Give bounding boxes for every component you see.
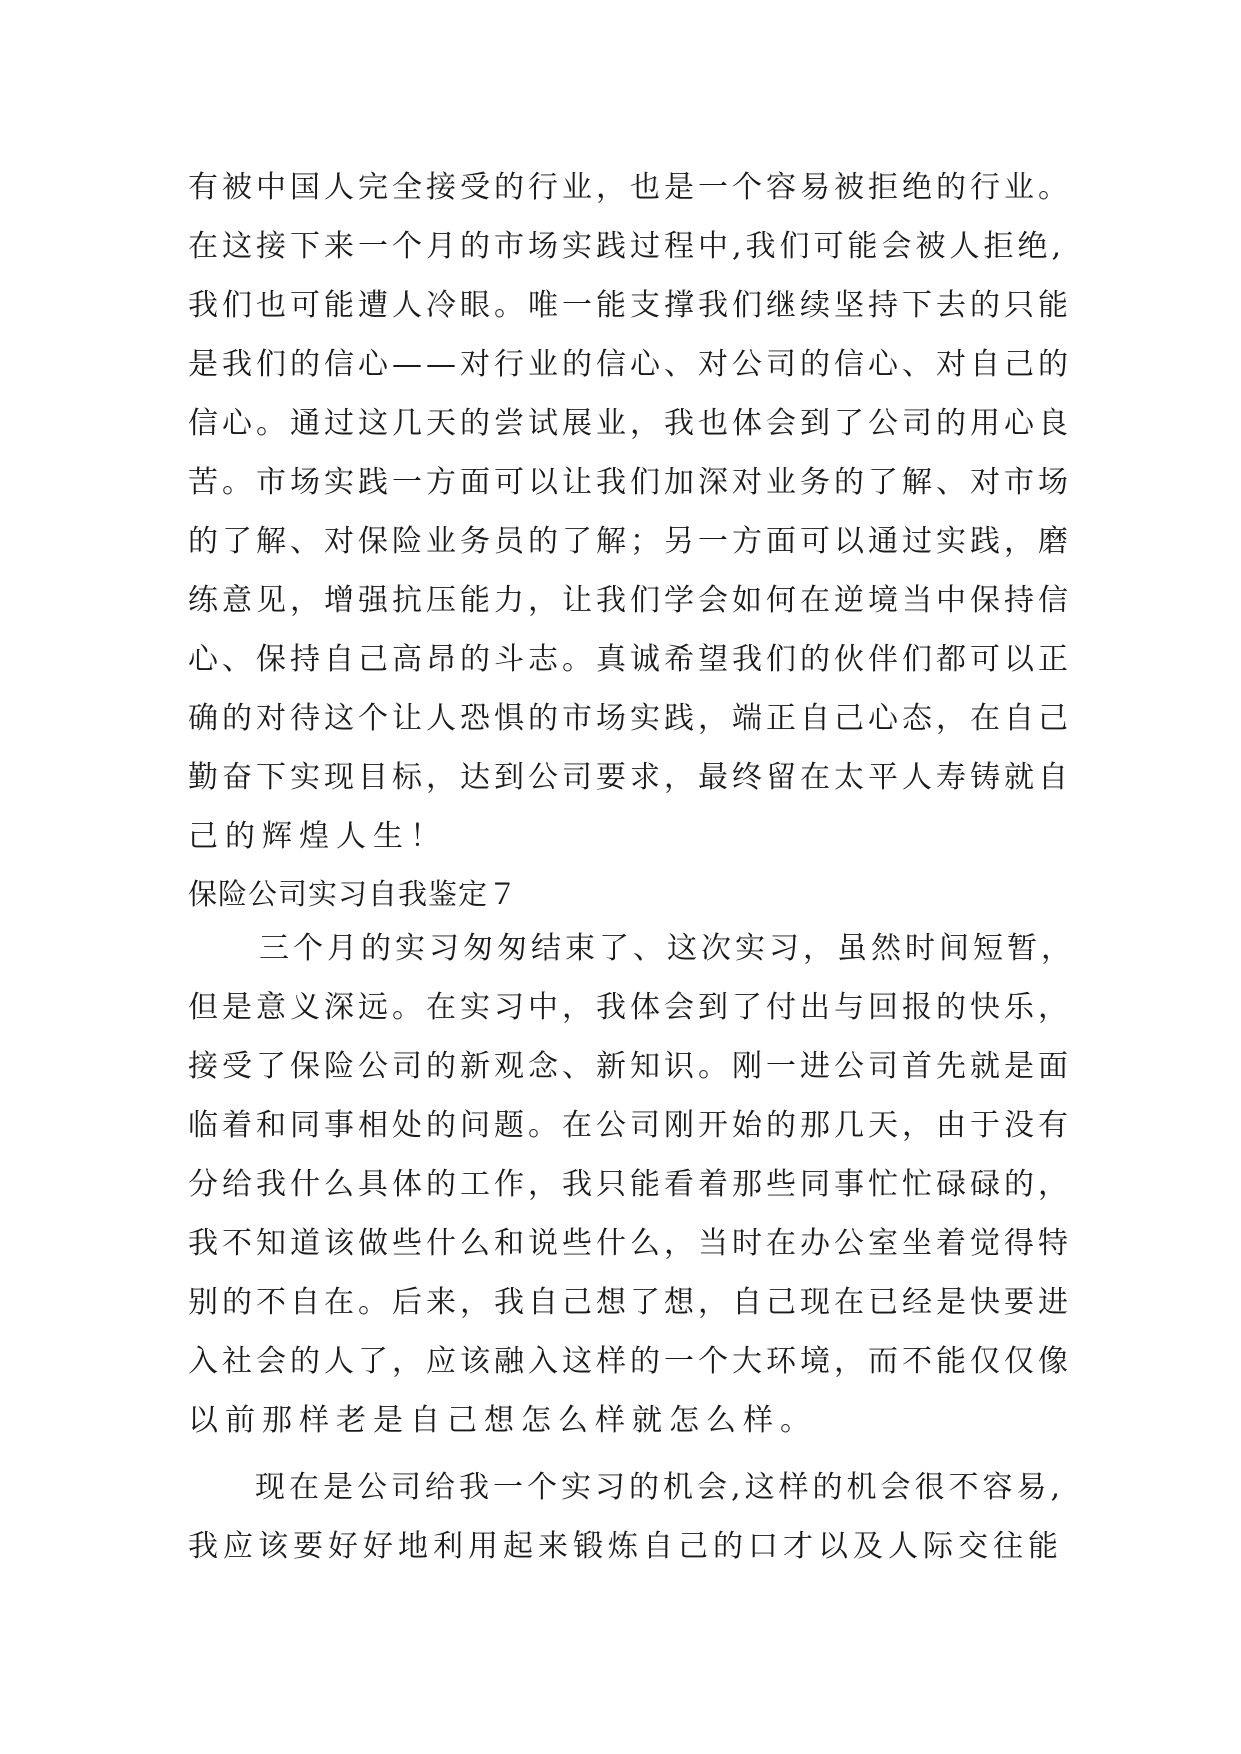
paragraph-line: 有被中国人完全接受的行业，也是一个容易被拒绝的行业。	[188, 170, 1072, 205]
paragraph-line: 是我们的信心——对行业的信心、对公司的信心、对自己的	[188, 347, 1072, 382]
paragraph-line: 三个月的实习匆匆结束了、这次实习，虽然时间短暂，	[259, 931, 1075, 966]
section-heading: 保险公司实习自我鉴定７	[188, 877, 519, 911]
paragraph-line: 信心。通过这几天的尝试展业，我也体会到了公司的用心良	[188, 406, 1072, 441]
paragraph-line: 勤奋下实现目标，达到公司要求，最终留在太平人寿铸就自	[188, 760, 1072, 795]
paragraph-line: 临着和同事相处的问题。在公司刚开始的那几天，由于没有	[188, 1108, 1072, 1143]
paragraph-line: 在这接下来一个月的市场实践过程中,我们可能会被人拒绝,	[188, 229, 1066, 264]
paragraph-line: 接受了保险公司的新观念、新知识。刚一进公司首先就是面	[188, 1049, 1072, 1084]
paragraph-line: 以前那样老是自己想怎么样就怎么样。	[188, 1403, 817, 1438]
paragraph-line: 心、保持自己高昂的斗志。真诚希望我们的伙伴们都可以正	[188, 642, 1072, 677]
paragraph-line: 现在是公司给我一个实习的机会,这样的机会很不容易,	[255, 1470, 1065, 1505]
paragraph-line: 我们也可能遭人冷眼。唯一能支撑我们继续坚持下去的只能	[188, 288, 1072, 323]
paragraph-line: 确的对待这个让人恐惧的市场实践，端正自己心态，在自己	[188, 701, 1072, 736]
paragraph-line: 己的辉煌人生！	[188, 819, 447, 854]
paragraph-line: 入社会的人了，应该融入这样的一个大环境，而不能仅仅像	[188, 1344, 1072, 1379]
paragraph-line: 别的不自在。后来，我自己想了想，自己现在已经是快要进	[188, 1285, 1072, 1320]
paragraph-line: 苦。市场实践一方面可以让我们加深对业务的了解、对市场	[188, 465, 1072, 500]
paragraph-line: 但是意义深远。在实习中，我体会到了付出与回报的快乐，	[188, 990, 1072, 1025]
paragraph-line: 我不知道该做些什么和说些什么，当时在办公室坐着觉得特	[188, 1226, 1072, 1261]
paragraph-line: 的了解、对保险业务员的了解；另一方面可以通过实践，磨	[188, 524, 1072, 559]
paragraph-line: 我应该要好好地利用起来锻炼自己的口才以及人际交往能	[188, 1529, 1063, 1564]
paragraph-line: 分给我什么具体的工作，我只能看着那些同事忙忙碌碌的，	[188, 1167, 1072, 1202]
paragraph-line: 练意见，增强抗压能力，让我们学会如何在逆境当中保持信	[188, 583, 1072, 618]
